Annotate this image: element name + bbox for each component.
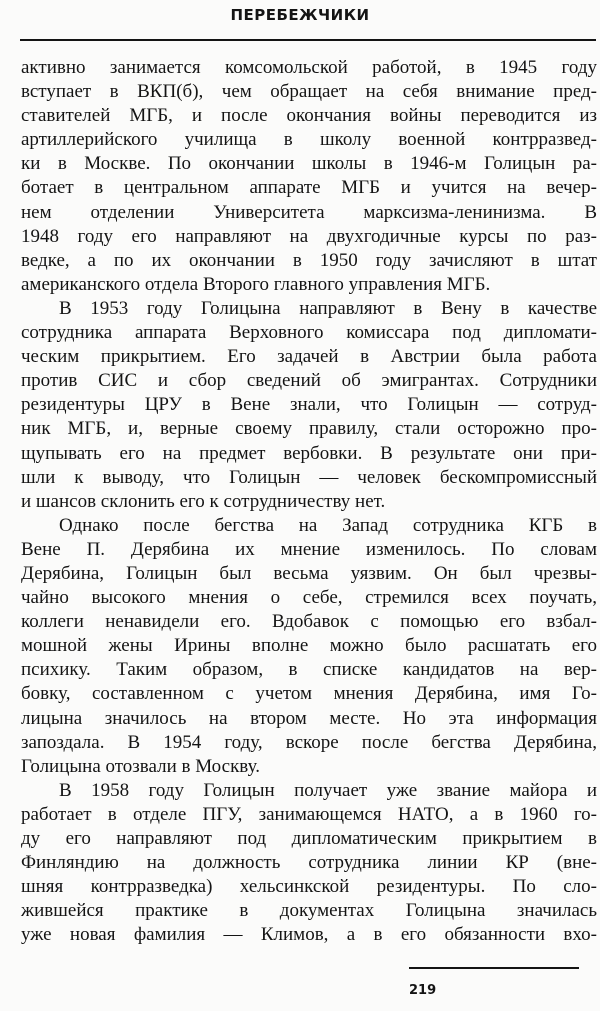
text-line: ческим прикрытием. Его задачей в Австрии была работа — [21, 346, 597, 368]
text-line: мошной жены Ирины вполне можно было расшатать его — [21, 635, 597, 657]
text-line: В 1953 году Голицына направляют в Вену в качестве — [59, 297, 597, 319]
paragraph — [21, 56, 597, 297]
header-rule — [20, 39, 596, 41]
paragraph — [21, 514, 597, 779]
text-line: против СИС и сбор сведений об эмигрантах. Сотрудники — [21, 370, 597, 392]
text-line: сотрудника аппарата Верховного комиссара под дипломати- — [21, 322, 597, 344]
text-line: чайно высокого мнения о себе, стремился всех поучать, — [21, 587, 597, 609]
text-line: ник МГБ, и, верные своему правилу, стали осторожно про- — [21, 418, 597, 440]
text-line: бовку, составленном с учетом мнения Дерябина, имя Го- — [21, 683, 597, 705]
text-line: Однако после бегства на Запад сотрудника КГБ в — [59, 514, 597, 536]
text-line: 1948 году его направляют на двухгодичные курсы по раз- — [21, 225, 597, 247]
text-line: Финляндию на должность сотрудника линии КР (вне- — [21, 852, 597, 874]
text-line: ки в Москве. По окончании школы в 1946-м Голицын ра- — [21, 153, 597, 175]
text-line: ду его направляют под дипломатическим прикрытием в — [21, 828, 597, 849]
text-line: ставителей МГБ, и после окончания войны переводится из — [21, 105, 597, 127]
body-text — [21, 56, 597, 947]
text-line: вступает в ВКП(б), чем обращает на себя внимание пред- — [21, 81, 597, 103]
text-line: жившейся практике в документах Голицына значилась — [21, 900, 597, 922]
text-line: психику. Таким образом, в списке кандидатов на вер- — [21, 659, 597, 681]
text-line: лицына значилось на втором месте. Но эта информация — [21, 707, 597, 729]
text-line: шняя контрразведка) хельсинкской резидентуры. По сло- — [21, 876, 597, 898]
text-line: коллеги ненавидели его. Вдобавок с помощью его взбал- — [21, 611, 597, 633]
text-line: Вене П. Дерябина их мнение изменилось. По словам — [21, 538, 597, 560]
text-line: щупывать его на предмет вербовки. В результате они при- — [21, 442, 597, 464]
text-line: и шансов склонить его к сотрудничеству нет. — [21, 490, 386, 512]
text-line: запоздала. В 1954 году, вскоре после бегства Дерябина, — [21, 731, 597, 753]
text-line: уже новая фамилия — Климов, а в его обязанности вхо- — [21, 924, 597, 946]
text-line: активно занимается комсомольской работой, в 1945 году — [21, 57, 597, 78]
page-number: 219 — [409, 983, 437, 998]
text-line: ботает в центральном аппарате МГБ и учится на вечер- — [21, 177, 597, 199]
running-head: ПЕРЕБЕЖЧИКИ — [230, 6, 370, 24]
text-line: ведке, а по их окончании в 1950 году зачисляют в штат — [21, 249, 597, 271]
text-line: Голицына отозвали в Москву. — [21, 755, 260, 777]
text-line: нем отделении Университета марксизма-ленинизма. В — [21, 201, 597, 223]
text-line: артиллерийского училища в школу военной контрразвед- — [21, 129, 597, 151]
text-line: американского отдела Второго главного управления МГБ. — [21, 273, 491, 295]
paragraph — [21, 297, 597, 514]
text-line: Дерябина, Голицын был весьма уязвим. Он был чрезвы- — [21, 562, 597, 584]
text-line: работает в отделе ПГУ, занимающемся НАТО, а в 1960 го- — [21, 803, 597, 825]
text-line: В 1958 году Голицын получает уже звание майора и — [59, 779, 597, 801]
footer-rule — [409, 967, 579, 969]
text-line: резидентуры ЦРУ в Вене знали, что Голицын — сотруд- — [21, 394, 597, 416]
paragraph — [21, 779, 597, 948]
text-line: шли к выводу, что Голицын — человек бескомпромиссный — [21, 466, 597, 488]
